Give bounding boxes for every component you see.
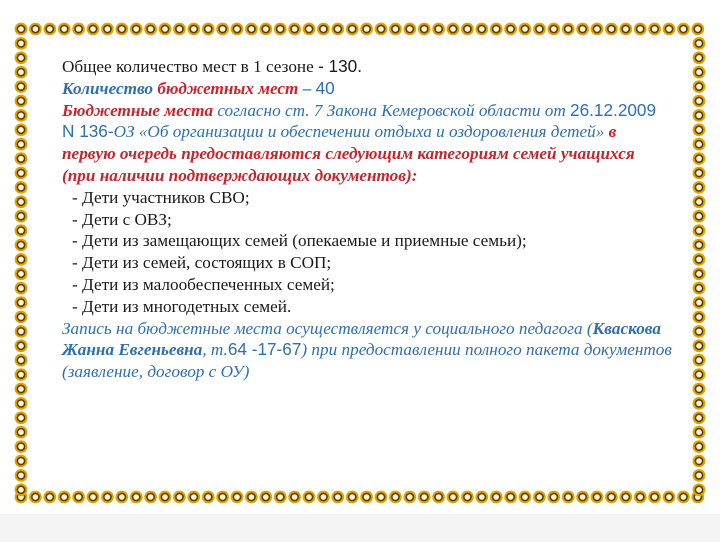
golden-sun-ring-icon (87, 491, 100, 504)
border-top-icons (14, 22, 706, 36)
golden-sun-ring-icon (288, 491, 301, 504)
golden-sun-ring-icon (693, 411, 706, 424)
golden-sun-ring-icon (159, 491, 172, 504)
golden-sun-ring-icon (346, 491, 359, 504)
golden-sun-ring-icon (15, 397, 28, 410)
golden-sun-ring-icon (72, 23, 85, 36)
golden-sun-ring-icon (693, 426, 706, 439)
golden-sun-ring-icon (447, 23, 460, 36)
golden-sun-ring-icon (15, 66, 28, 79)
golden-sun-ring-icon (43, 23, 56, 36)
golden-sun-ring-icon (15, 325, 28, 338)
golden-sun-ring-icon (15, 383, 28, 396)
golden-sun-ring-icon (15, 167, 28, 180)
golden-sun-ring-icon (216, 23, 229, 36)
total-places-value: - 130. (318, 56, 363, 76)
golden-sun-ring-icon (519, 491, 532, 504)
golden-sun-ring-icon (693, 455, 706, 468)
contact-phone: 64 -17-67 (227, 339, 302, 360)
total-places-label: Общее количество мест в 1 сезоне (62, 57, 319, 76)
golden-sun-ring-icon (15, 80, 28, 93)
golden-sun-ring-icon (693, 138, 706, 151)
bottom-band (0, 514, 720, 542)
budget-places-term: бюджетных мест (157, 78, 299, 98)
golden-sun-ring-icon (591, 491, 604, 504)
golden-sun-ring-icon (693, 397, 706, 410)
golden-sun-ring-icon (403, 491, 416, 504)
golden-sun-ring-icon (693, 354, 706, 367)
golden-sun-ring-icon (693, 311, 706, 324)
category-list (62, 187, 672, 318)
golden-sun-ring-icon (389, 491, 402, 504)
category-item: - Дети из семей, состоящих в СОП; (72, 253, 332, 273)
golden-sun-ring-icon (317, 491, 330, 504)
golden-sun-ring-icon (693, 210, 706, 223)
golden-sun-ring-icon (274, 23, 287, 36)
golden-sun-ring-icon (245, 23, 258, 36)
golden-sun-ring-icon (519, 23, 532, 36)
golden-sun-ring-icon (58, 491, 71, 504)
golden-sun-ring-icon (648, 491, 661, 504)
golden-sun-ring-icon (202, 23, 215, 36)
golden-sun-ring-icon (693, 253, 706, 266)
golden-sun-ring-icon (693, 296, 706, 309)
golden-sun-ring-icon (504, 491, 517, 504)
golden-sun-ring-icon (15, 138, 28, 151)
golden-sun-ring-icon (547, 23, 560, 36)
budget-places-label: Количество (62, 78, 158, 98)
golden-sun-ring-icon (216, 491, 229, 504)
category-item: - Дети из замещающих семей (опекаемые и приемные семьи); (72, 231, 527, 251)
golden-sun-ring-icon (43, 491, 56, 504)
golden-sun-ring-icon (693, 383, 706, 396)
golden-sun-ring-icon (663, 491, 676, 504)
border-right-icons (692, 22, 706, 504)
budget-places-dash: – (298, 78, 316, 98)
golden-sun-ring-icon (15, 483, 28, 496)
golden-sun-ring-icon (15, 426, 28, 439)
golden-sun-ring-icon (259, 23, 272, 36)
golden-sun-ring-icon (317, 23, 330, 36)
golden-sun-ring-icon (130, 23, 143, 36)
category-item: - Дети из малообеспеченных семей; (72, 274, 335, 294)
golden-sun-ring-icon (15, 469, 28, 482)
golden-sun-ring-icon (331, 491, 344, 504)
golden-sun-ring-icon (15, 411, 28, 424)
golden-sun-ring-icon (576, 491, 589, 504)
golden-sun-ring-icon (418, 23, 431, 36)
total-places-line (62, 56, 672, 78)
golden-sun-ring-icon (547, 491, 560, 504)
footer-text-a: Запись на бюджетные места осуществляется у социального педагога ( (62, 318, 593, 338)
category-item: - Дети с ОВЗ; (72, 209, 172, 229)
golden-sun-ring-icon (576, 23, 589, 36)
golden-sun-ring-icon (634, 23, 647, 36)
golden-sun-ring-icon (15, 354, 28, 367)
golden-sun-ring-icon (693, 239, 706, 252)
golden-sun-ring-icon (303, 23, 316, 36)
golden-sun-ring-icon (432, 491, 445, 504)
golden-sun-ring-icon (677, 491, 690, 504)
golden-sun-ring-icon (231, 491, 244, 504)
golden-sun-ring-icon (187, 491, 200, 504)
golden-sun-ring-icon (634, 491, 647, 504)
golden-sun-ring-icon (15, 296, 28, 309)
golden-sun-ring-icon (15, 210, 28, 223)
golden-sun-ring-icon (533, 23, 546, 36)
golden-sun-ring-icon (87, 23, 100, 36)
golden-sun-ring-icon (693, 95, 706, 108)
border-right (692, 22, 706, 504)
contact-name: Квaскова Жанна Евгеньевна (62, 318, 661, 360)
golden-sun-ring-icon (605, 491, 618, 504)
category-item: - Дети участников СВО; (72, 187, 250, 207)
law-text-a: согласно ст. 7 Закона Кемеровской области от (213, 100, 571, 120)
golden-sun-ring-icon (331, 23, 344, 36)
golden-sun-ring-icon (693, 368, 706, 381)
golden-sun-ring-icon (693, 195, 706, 208)
golden-sun-ring-icon (15, 282, 28, 295)
law-term: Бюджетные места (62, 100, 214, 120)
golden-sun-ring-icon (360, 23, 373, 36)
golden-sun-ring-icon (360, 491, 373, 504)
golden-sun-ring-icon (346, 23, 359, 36)
border-left-icons (14, 22, 28, 504)
golden-sun-ring-icon (288, 23, 301, 36)
golden-sun-ring-icon (15, 311, 28, 324)
golden-sun-ring-icon (15, 181, 28, 194)
budget-places-line (62, 78, 672, 100)
golden-sun-ring-icon (15, 267, 28, 280)
golden-sun-ring-icon (693, 152, 706, 165)
golden-sun-ring-icon (115, 23, 128, 36)
golden-sun-ring-icon (693, 51, 706, 64)
golden-sun-ring-icon (15, 253, 28, 266)
golden-sun-ring-icon (173, 491, 186, 504)
golden-sun-ring-icon (693, 440, 706, 453)
golden-sun-ring-icon (648, 23, 661, 36)
golden-sun-ring-icon (231, 23, 244, 36)
golden-sun-ring-icon (461, 491, 474, 504)
golden-sun-ring-icon (375, 491, 388, 504)
golden-sun-ring-icon (490, 23, 503, 36)
golden-sun-ring-icon (375, 23, 388, 36)
golden-sun-ring-icon (15, 455, 28, 468)
golden-sun-ring-icon (619, 491, 632, 504)
golden-sun-ring-icon (29, 491, 42, 504)
golden-sun-ring-icon (173, 23, 186, 36)
golden-sun-ring-icon (144, 23, 157, 36)
golden-sun-ring-icon (693, 339, 706, 352)
golden-sun-ring-icon (58, 23, 71, 36)
footer-text-b: ) при предоставлении полного пакета документов (заявление, договор с ОУ) (62, 340, 672, 382)
golden-sun-ring-icon (475, 23, 488, 36)
border-left (14, 22, 28, 504)
golden-sun-ring-icon (15, 95, 28, 108)
category-item: - Дети из многодетных семей. (72, 296, 292, 316)
golden-sun-ring-icon (15, 239, 28, 252)
border-bottom-icons (14, 490, 706, 504)
law-paragraph (62, 100, 672, 187)
notice-text (62, 56, 672, 383)
law-number: 26.12.2009 N 136- (62, 99, 657, 142)
golden-sun-ring-icon (15, 152, 28, 165)
golden-sun-ring-icon (15, 224, 28, 237)
golden-sun-ring-icon (693, 37, 706, 50)
golden-sun-ring-icon (693, 66, 706, 79)
golden-sun-ring-icon (15, 440, 28, 453)
golden-sun-ring-icon (130, 491, 143, 504)
golden-sun-ring-icon (693, 80, 706, 93)
golden-sun-ring-icon (432, 23, 445, 36)
golden-sun-ring-icon (475, 491, 488, 504)
golden-sun-ring-icon (418, 491, 431, 504)
golden-sun-ring-icon (562, 491, 575, 504)
golden-sun-ring-icon (490, 491, 503, 504)
golden-sun-ring-icon (693, 167, 706, 180)
golden-sun-ring-icon (663, 23, 676, 36)
golden-sun-ring-icon (693, 109, 706, 122)
footer-phone-label: , т. (202, 340, 228, 360)
golden-sun-ring-icon (15, 51, 28, 64)
golden-sun-ring-icon (693, 181, 706, 194)
golden-sun-ring-icon (693, 267, 706, 280)
golden-sun-ring-icon (101, 23, 114, 36)
golden-sun-ring-icon (245, 491, 258, 504)
golden-sun-ring-icon (144, 491, 157, 504)
golden-sun-ring-icon (403, 23, 416, 36)
golden-sun-ring-icon (447, 491, 460, 504)
golden-sun-ring-icon (15, 339, 28, 352)
footer-paragraph (62, 318, 672, 383)
law-text-b: ОЗ «Об организации и обеспечении отдыха и оздоровления детей» (113, 122, 609, 142)
golden-sun-ring-icon (259, 491, 272, 504)
golden-sun-ring-icon (562, 23, 575, 36)
golden-sun-ring-icon (15, 368, 28, 381)
golden-sun-ring-icon (591, 23, 604, 36)
golden-sun-ring-icon (693, 282, 706, 295)
golden-sun-ring-icon (274, 491, 287, 504)
golden-sun-ring-icon (389, 23, 402, 36)
golden-sun-ring-icon (15, 123, 28, 136)
border-top (14, 22, 706, 36)
budget-places-value: 40 (315, 77, 335, 98)
border-bottom (14, 490, 706, 504)
golden-sun-ring-icon (693, 224, 706, 237)
golden-sun-ring-icon (202, 491, 215, 504)
golden-sun-ring-icon (15, 37, 28, 50)
golden-sun-ring-icon (101, 491, 114, 504)
golden-sun-ring-icon (693, 469, 706, 482)
golden-sun-ring-icon (619, 23, 632, 36)
golden-sun-ring-icon (115, 491, 128, 504)
golden-sun-ring-icon (29, 23, 42, 36)
golden-sun-ring-icon (533, 491, 546, 504)
golden-sun-ring-icon (693, 123, 706, 136)
golden-sun-ring-icon (677, 23, 690, 36)
golden-sun-ring-icon (303, 491, 316, 504)
golden-sun-ring-icon (159, 23, 172, 36)
golden-sun-ring-icon (693, 483, 706, 496)
golden-sun-ring-icon (187, 23, 200, 36)
golden-sun-ring-icon (693, 325, 706, 338)
golden-sun-ring-icon (72, 491, 85, 504)
golden-sun-ring-icon (15, 195, 28, 208)
golden-sun-ring-icon (461, 23, 474, 36)
law-priority: в первую очередь предоставляются следующим категориям семей учащихся (при наличии подтверждающих документов): (62, 122, 635, 185)
golden-sun-ring-icon (504, 23, 517, 36)
golden-sun-ring-icon (605, 23, 618, 36)
golden-sun-ring-icon (15, 109, 28, 122)
